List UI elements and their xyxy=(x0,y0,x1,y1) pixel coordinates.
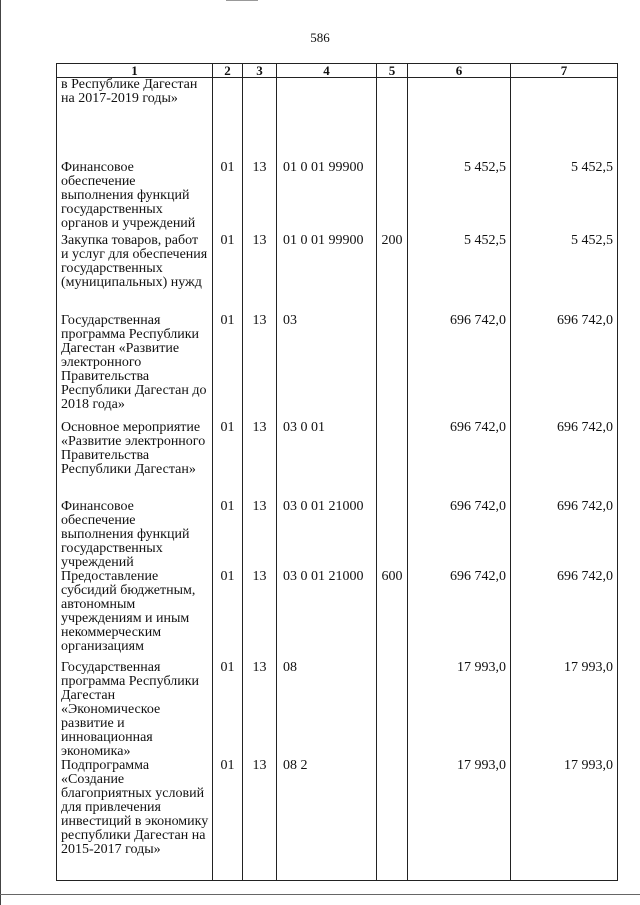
row-pr: 13 xyxy=(243,421,277,500)
row-sum-2017: 17 993,0 xyxy=(408,759,511,881)
row-rz: 01 xyxy=(213,661,243,759)
row-csr xyxy=(277,78,377,161)
row-sum-2018: 696 742,0 xyxy=(511,314,618,421)
table-row xyxy=(57,314,618,421)
row-sum-2018 xyxy=(511,78,618,161)
row-csr: 03 xyxy=(277,314,377,421)
row-sum-2018: 696 742,0 xyxy=(511,500,618,570)
table-row xyxy=(57,421,618,500)
column-header-7: 7 xyxy=(511,64,618,78)
column-header-2: 2 xyxy=(213,64,243,78)
scan-left-edge xyxy=(0,0,1,905)
row-pr: 13 xyxy=(243,661,277,759)
row-rz: 01 xyxy=(213,161,243,234)
row-sum-2017: 696 742,0 xyxy=(408,421,511,500)
row-vr xyxy=(377,661,408,759)
row-rz: 01 xyxy=(213,314,243,421)
row-vr xyxy=(377,759,408,881)
page-number: 586 xyxy=(310,30,330,45)
row-vr xyxy=(377,421,408,500)
column-header-4: 4 xyxy=(277,64,377,78)
row-csr: 03 0 01 21000 xyxy=(277,500,377,570)
row-name: Закупка товаров, работ и услуг для обеспечения государственных (муниципальных) нужд xyxy=(57,234,213,314)
row-name: Государственная программа Республики Дагестан «Экономическое развитие и инновационная экономика» xyxy=(57,661,213,759)
row-sum-2018: 696 742,0 xyxy=(511,570,618,661)
row-csr: 01 0 01 99900 xyxy=(277,234,377,314)
row-name: Предоставление субсидий бюджетным, автономным учреждениям и иным некоммерческим организациям xyxy=(57,570,213,661)
row-sum-2018: 5 452,5 xyxy=(511,234,618,314)
row-name: Подпрограмма «Создание благоприятных условий для привлечения инвестиций в экономику республики Дагестан на 2015-2017 годы» xyxy=(57,759,213,881)
row-vr xyxy=(377,78,408,161)
row-sum-2017: 696 742,0 xyxy=(408,314,511,421)
row-name: Государственная программа Республики Дагестан «Развитие электронного Правительства Республики Дагестан до 2018 года» xyxy=(57,314,213,421)
row-rz: 01 xyxy=(213,234,243,314)
table-row xyxy=(57,570,618,661)
row-pr: 13 xyxy=(243,161,277,234)
row-vr xyxy=(377,500,408,570)
row-name: Основное мероприятие «Развитие электронного Правительства Республики Дагестан» xyxy=(57,421,213,500)
row-sum-2017: 696 742,0 xyxy=(408,570,511,661)
row-rz: 01 xyxy=(213,570,243,661)
row-csr: 03 0 01 xyxy=(277,421,377,500)
table-row xyxy=(57,161,618,234)
table-row xyxy=(57,759,618,881)
row-vr: 200 xyxy=(377,234,408,314)
row-sum-2018: 696 742,0 xyxy=(511,421,618,500)
row-csr: 01 0 01 99900 xyxy=(277,161,377,234)
column-header-6: 6 xyxy=(408,64,511,78)
table-row xyxy=(57,661,618,759)
row-vr xyxy=(377,161,408,234)
row-name: Финансовое обеспечение выполнения функций государственных учреждений xyxy=(57,500,213,570)
row-sum-2017: 17 993,0 xyxy=(408,661,511,759)
table-row xyxy=(57,500,618,570)
row-sum-2018: 17 993,0 xyxy=(511,661,618,759)
budget-table xyxy=(56,63,618,881)
row-pr: 13 xyxy=(243,234,277,314)
table-header-row xyxy=(57,64,618,78)
row-sum-2017: 5 452,5 xyxy=(408,161,511,234)
column-header-1: 1 xyxy=(57,64,213,78)
row-vr: 600 xyxy=(377,570,408,661)
row-csr: 08 xyxy=(277,661,377,759)
table-row xyxy=(57,78,618,161)
table-row xyxy=(57,234,618,314)
row-vr xyxy=(377,314,408,421)
row-pr xyxy=(243,78,277,161)
row-rz xyxy=(213,78,243,161)
row-name: в Республике Дагестан на 2017-2019 годы» xyxy=(57,78,213,161)
row-csr: 08 2 xyxy=(277,759,377,881)
row-sum-2018: 5 452,5 xyxy=(511,161,618,234)
scan-top-mark xyxy=(226,0,258,1)
column-header-5: 5 xyxy=(377,64,408,78)
row-sum-2017: 5 452,5 xyxy=(408,234,511,314)
row-rz: 01 xyxy=(213,421,243,500)
row-sum-2017: 696 742,0 xyxy=(408,500,511,570)
row-sum-2017 xyxy=(408,78,511,161)
row-name: Финансовое обеспечение выполнения функций государственных органов и учреждений xyxy=(57,161,213,234)
row-sum-2018: 17 993,0 xyxy=(511,759,618,881)
row-csr: 03 0 01 21000 xyxy=(277,570,377,661)
row-pr: 13 xyxy=(243,759,277,881)
row-rz: 01 xyxy=(213,500,243,570)
row-pr: 13 xyxy=(243,314,277,421)
row-pr: 13 xyxy=(243,570,277,661)
column-header-3: 3 xyxy=(243,64,277,78)
scan-bottom-line xyxy=(0,894,640,895)
row-rz: 01 xyxy=(213,759,243,881)
row-pr: 13 xyxy=(243,500,277,570)
